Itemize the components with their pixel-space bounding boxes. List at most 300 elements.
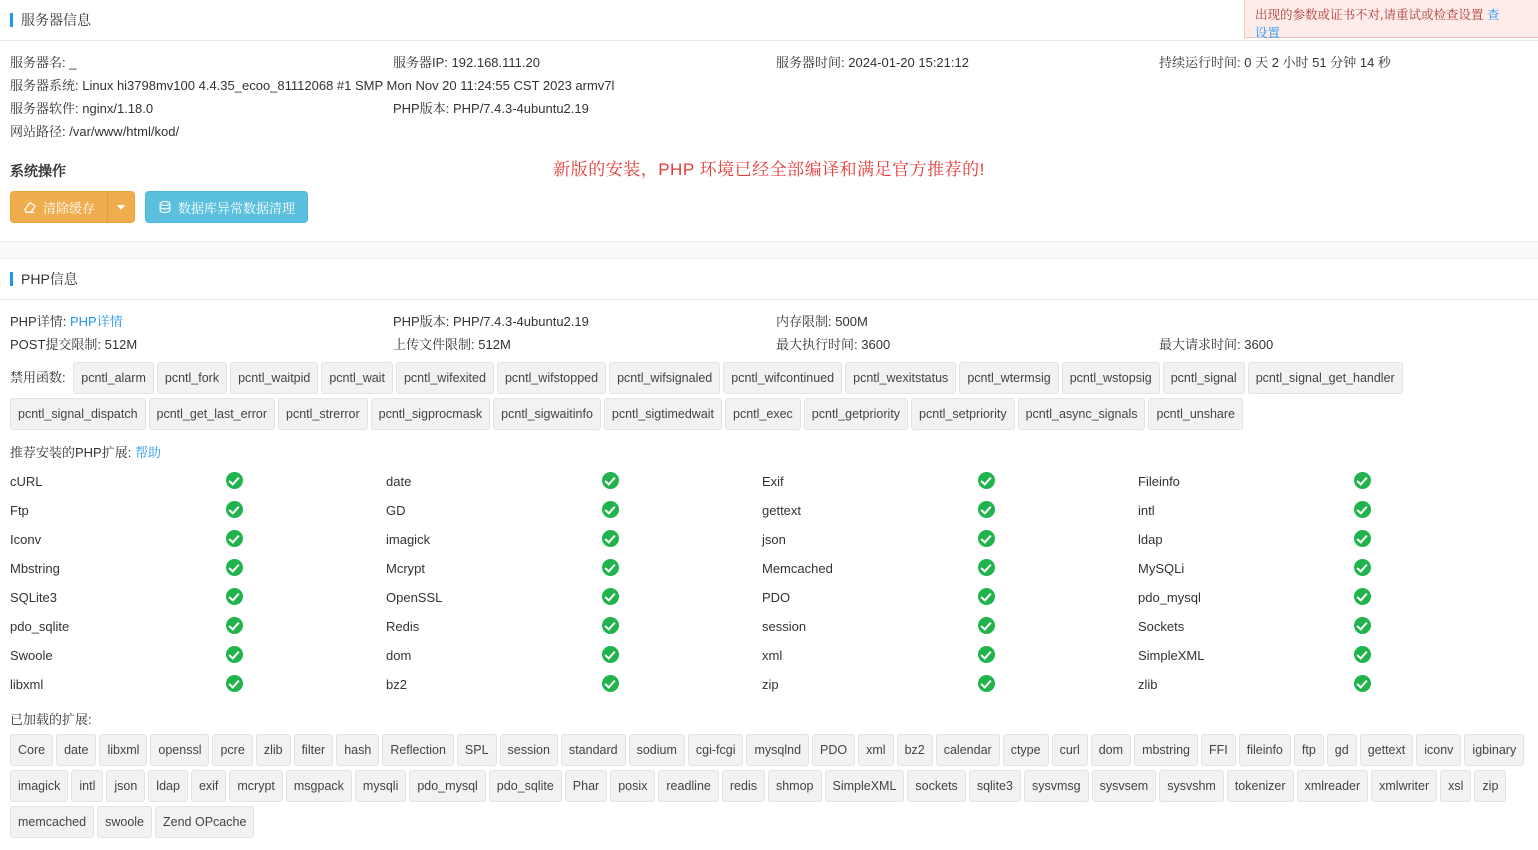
php-detail-link[interactable]: PHP详情 (69, 314, 123, 329)
extension-status (602, 472, 762, 492)
loaded-extension-tag: json (106, 770, 145, 802)
site-path-value: /var/www/html/kod/ (69, 124, 180, 139)
loaded-extension-tag: ldap (148, 770, 188, 802)
extension-item (386, 559, 762, 579)
extension-status (226, 617, 386, 637)
disabled-function-tag: pcntl_get_last_error (149, 398, 275, 430)
upload-limit-label: 上传文件限制: (393, 337, 475, 352)
disabled-function-tag: pcntl_sigtimedwait (604, 398, 722, 430)
extension-status (1354, 646, 1514, 666)
extension-item (386, 588, 762, 608)
extension-name: Memcached (762, 561, 833, 576)
loaded-extension-tag: gettext (1360, 734, 1414, 766)
loaded-extensions-label: 已加载的扩展: (10, 712, 92, 727)
extension-item (386, 472, 762, 492)
extension-status (226, 501, 386, 521)
loaded-extension-tag: sysvsem (1092, 770, 1157, 802)
system-ops-buttons (10, 191, 1528, 223)
extension-status (978, 472, 1138, 492)
disabled-function-tag: pcntl_exec (725, 398, 801, 430)
extension-item (1138, 559, 1514, 579)
extension-item (762, 501, 1138, 521)
eraser-icon (23, 200, 37, 214)
loaded-extension-tag: imagick (10, 770, 68, 802)
install-notice: 新版的安装，PHP 环境已经全部编译和满足官方推荐的! (553, 160, 985, 179)
extension-status (1354, 588, 1514, 608)
extension-status (226, 646, 386, 666)
server-os-cell (10, 74, 614, 97)
disabled-function-tag: pcntl_wait (321, 362, 393, 394)
php-detail-cell (10, 310, 393, 333)
check-circle-icon (1354, 646, 1371, 663)
check-circle-icon (978, 559, 995, 576)
check-circle-icon (602, 588, 619, 605)
php-row0-spacer (1159, 310, 1528, 333)
extension-status (978, 646, 1138, 666)
extension-item (762, 646, 1138, 666)
loaded-extension-tag: msgpack (286, 770, 352, 802)
disabled-function-tag: pcntl_wifstopped (497, 362, 606, 394)
loaded-extension-tag: xml (858, 734, 893, 766)
extension-item (386, 675, 762, 695)
extension-status (602, 675, 762, 695)
section-accent-bar (10, 13, 13, 27)
extension-row (10, 583, 1528, 612)
server-info-title: 服务器信息 (21, 12, 91, 28)
check-circle-icon (226, 501, 243, 518)
extension-item (10, 617, 386, 637)
extension-status (226, 472, 386, 492)
loaded-extension-tag: dom (1091, 734, 1131, 766)
loaded-extension-tag: mcrypt (229, 770, 283, 802)
post-limit-cell (10, 333, 393, 356)
extension-name: pdo_mysql (1138, 590, 1201, 605)
extension-row (10, 496, 1528, 525)
extension-status (1354, 472, 1514, 492)
max-exec-time-value: 3600 (861, 337, 891, 352)
loaded-extension-tag: sysvshm (1159, 770, 1224, 802)
site-path-cell (10, 120, 179, 143)
loaded-extension-tag: readline (658, 770, 718, 802)
disabled-function-tag: pcntl_fork (157, 362, 227, 394)
check-circle-icon (602, 617, 619, 634)
extension-status (602, 559, 762, 579)
server-info-block (0, 41, 1538, 147)
extension-status (226, 588, 386, 608)
php-detail-row (10, 310, 1528, 333)
loaded-extension-tag: gd (1327, 734, 1357, 766)
php-info-block (0, 300, 1538, 356)
site-path-label: 网站路径: (10, 124, 66, 139)
extension-item (10, 472, 386, 492)
extension-name: zlib (1138, 677, 1158, 692)
php-version-detail-value: PHP/7.4.3-4ubuntu2.19 (452, 314, 589, 329)
disabled-function-tag: pcntl_signal_get_handler (1248, 362, 1403, 394)
loaded-extension-tag: curl (1052, 734, 1088, 766)
loaded-extension-tag: session (500, 734, 558, 766)
check-circle-icon (226, 559, 243, 576)
check-circle-icon (602, 559, 619, 576)
extension-status (978, 675, 1138, 695)
loaded-extension-tag: Reflection (382, 734, 454, 766)
check-circle-icon (602, 501, 619, 518)
check-circle-icon (226, 472, 243, 489)
server-name-cell (10, 51, 393, 74)
extension-item (762, 530, 1138, 550)
loaded-extension-tag: intl (71, 770, 103, 802)
extension-item (1138, 617, 1514, 637)
extension-status (978, 588, 1138, 608)
extension-name: Fileinfo (1138, 474, 1180, 489)
disabled-function-tag: pcntl_wifcontinued (723, 362, 842, 394)
caret-down-icon (117, 205, 125, 210)
extension-item (1138, 501, 1514, 521)
disabled-function-tag: pcntl_unshare (1148, 398, 1243, 430)
extension-status (1354, 617, 1514, 637)
php-detail-label: PHP详情: (10, 314, 67, 329)
loaded-extension-tag: tokenizer (1227, 770, 1294, 802)
server-name-value: _ (69, 55, 77, 70)
toast-settings-row (1255, 24, 1528, 42)
extension-name: Mbstring (10, 561, 60, 576)
loaded-extension-tag: mbstring (1134, 734, 1198, 766)
loaded-extension-tag: cgi-fcgi (688, 734, 744, 766)
extension-name: Swoole (10, 648, 53, 663)
toast-text (1255, 6, 1528, 24)
toast-link-top[interactable]: 查 (1486, 8, 1500, 22)
toast-message: 出现的参数或证书不对,请重试或检查设置 (1255, 8, 1484, 22)
extension-name: Mcrypt (386, 561, 425, 576)
max-exec-time-label: 最大执行时间: (776, 337, 858, 352)
recommended-extensions-grid (0, 463, 1538, 699)
check-circle-icon (978, 617, 995, 634)
loaded-extension-tag: xmlwriter (1371, 770, 1437, 802)
extension-name: json (762, 532, 786, 547)
max-request-time-cell (1159, 333, 1528, 356)
extension-name: Ftp (10, 503, 29, 518)
clear-cache-dropdown-button[interactable] (107, 191, 135, 223)
disabled-function-tag: pcntl_wifexited (396, 362, 494, 394)
check-circle-icon (602, 646, 619, 663)
check-circle-icon (602, 472, 619, 489)
extension-status (978, 501, 1138, 521)
check-circle-icon (602, 530, 619, 547)
loaded-extension-tag: ctype (1003, 734, 1049, 766)
server-ip-value: 192.168.111.20 (451, 55, 540, 70)
extension-item (386, 501, 762, 521)
loaded-extension-tag: zip (1474, 770, 1506, 802)
memory-limit-label: 内存限制: (776, 314, 832, 329)
extension-status (602, 646, 762, 666)
disabled-function-tag: pcntl_wstopsig (1062, 362, 1160, 394)
php-version-cell (393, 97, 776, 120)
check-circle-icon (978, 472, 995, 489)
check-circle-icon (978, 501, 995, 518)
loaded-extension-tag: pcre (212, 734, 252, 766)
disabled-function-tag: pcntl_sigprocmask (371, 398, 491, 430)
loaded-extension-tag: date (56, 734, 96, 766)
check-circle-icon (1354, 501, 1371, 518)
server-time-label: 服务器时间: (776, 55, 845, 70)
extension-item (10, 501, 386, 521)
recommended-extensions-label: 推荐安装的PHP扩展: (10, 445, 132, 460)
server-time-value: 2024-01-20 15:21:12 (848, 55, 969, 70)
loaded-extension-tag: filter (294, 734, 334, 766)
extension-name: libxml (10, 677, 44, 692)
disabled-function-tag: pcntl_async_signals (1018, 398, 1146, 430)
max-exec-time-cell (776, 333, 1159, 356)
extension-name: cURL (10, 474, 43, 489)
php-version-value: PHP/7.4.3-4ubuntu2.19 (452, 101, 589, 116)
extension-row (10, 612, 1528, 641)
clear-cache-button[interactable] (10, 191, 107, 223)
check-circle-icon (226, 588, 243, 605)
extension-item (1138, 675, 1514, 695)
extension-row (10, 641, 1528, 670)
loaded-extension-tag: igbinary (1464, 734, 1524, 766)
loaded-extension-tag: exif (191, 770, 226, 802)
loaded-extension-tag: swoole (97, 806, 152, 838)
loaded-extension-tag: mysqlnd (746, 734, 809, 766)
memory-limit-cell (776, 310, 1159, 333)
extension-item (10, 559, 386, 579)
server-os-value: Linux hi3798mv100 4.4.35_ecoo_81112068 #1 SMP Mon Nov 20 11:24:55 CST 2023 armv7l (82, 78, 615, 93)
extension-item (762, 588, 1138, 608)
server-os-row (10, 74, 1528, 97)
uptime-cell (1159, 51, 1528, 74)
disabled-function-tag: pcntl_wifsignaled (609, 362, 720, 394)
server-software-cell (10, 97, 393, 120)
extension-item (386, 646, 762, 666)
extension-item (762, 472, 1138, 492)
max-request-time-label: 最大请求时间: (1159, 337, 1241, 352)
loaded-extension-tag: iconv (1416, 734, 1461, 766)
help-link[interactable]: 帮助 (134, 445, 161, 460)
loaded-extension-tag: sodium (629, 734, 685, 766)
section-divider (0, 241, 1538, 259)
disabled-function-tag: pcntl_setpriority (911, 398, 1015, 430)
system-ops-section (0, 147, 1538, 223)
upload-limit-cell (393, 333, 776, 356)
extension-name: gettext (762, 503, 802, 518)
check-circle-icon (1354, 472, 1371, 489)
extension-name: dom (386, 648, 412, 663)
disabled-functions-line (0, 356, 1538, 436)
disabled-function-tag: pcntl_wtermsig (959, 362, 1058, 394)
loaded-extension-tag: ftp (1294, 734, 1324, 766)
check-circle-icon (226, 530, 243, 547)
disabled-function-tag: pcntl_sigwaitinfo (493, 398, 601, 430)
extension-name: xml (762, 648, 783, 663)
disabled-function-tag: pcntl_alarm (73, 362, 154, 394)
loaded-extension-tag: Core (10, 734, 53, 766)
check-circle-icon (978, 646, 995, 663)
server-software-row (10, 97, 1528, 120)
loaded-extension-tag: sockets (907, 770, 965, 802)
extension-row (10, 525, 1528, 554)
extension-item (1138, 530, 1514, 550)
disabled-functions-list (10, 370, 1406, 421)
extension-status (602, 501, 762, 521)
extension-item (386, 617, 762, 637)
disabled-function-tag: pcntl_signal_dispatch (10, 398, 146, 430)
check-circle-icon (1354, 530, 1371, 547)
database-icon (158, 200, 172, 214)
extension-name: Iconv (10, 532, 42, 547)
max-request-time-value: 3600 (1244, 337, 1274, 352)
extension-status (978, 559, 1138, 579)
disabled-function-tag: pcntl_waitpid (230, 362, 318, 394)
check-circle-icon (226, 617, 243, 634)
extension-status (602, 530, 762, 550)
loaded-extension-tag: memcached (10, 806, 94, 838)
check-circle-icon (978, 675, 995, 692)
extension-name: date (386, 474, 412, 489)
loaded-extension-tag: xsl (1440, 770, 1471, 802)
loaded-extension-tag: sqlite3 (969, 770, 1021, 802)
extension-status (602, 588, 762, 608)
extension-status (978, 617, 1138, 637)
extension-name: pdo_sqlite (10, 619, 70, 634)
uptime-value: 0 天 2 小时 51 分钟 14 秒 (1244, 55, 1391, 70)
loaded-extension-tag: shmop (768, 770, 822, 802)
extension-row (10, 554, 1528, 583)
extension-name: ldap (1138, 532, 1163, 547)
extension-item (762, 617, 1138, 637)
server-software-value: nginx/1.18.0 (82, 101, 154, 116)
extension-item (1138, 646, 1514, 666)
extension-row (10, 467, 1528, 496)
toast-settings-link[interactable]: 设置 (1255, 26, 1281, 40)
server-info-row (10, 51, 1528, 74)
extension-item (10, 588, 386, 608)
extension-name: MySQLi (1138, 561, 1185, 576)
server-name-label: 服务器名: (10, 55, 66, 70)
loaded-extension-tag: Zend OPcache (155, 806, 254, 838)
loaded-extension-tag: SimpleXML (825, 770, 905, 802)
error-toast (1244, 0, 1538, 38)
disabled-functions-label: 禁用函数: (10, 370, 66, 385)
loaded-extension-tag: fileinfo (1239, 734, 1291, 766)
extension-name: bz2 (386, 677, 407, 692)
loaded-extensions-list (0, 728, 1538, 850)
server-os-label: 服务器系统: (10, 78, 79, 93)
loaded-extension-tag: SPL (457, 734, 497, 766)
php-version-detail-label: PHP版本: (393, 314, 450, 329)
extension-name: imagick (386, 532, 431, 547)
extension-name: Sockets (1138, 619, 1185, 634)
extension-status (1354, 559, 1514, 579)
check-circle-icon (226, 646, 243, 663)
loaded-extension-tag: hash (336, 734, 379, 766)
loaded-extension-tag: Phar (565, 770, 607, 802)
disabled-function-tag: pcntl_signal (1163, 362, 1245, 394)
loaded-extension-tag: PDO (812, 734, 855, 766)
loaded-extension-tag: bz2 (897, 734, 933, 766)
extension-item (762, 675, 1138, 695)
check-circle-icon (1354, 559, 1371, 576)
post-limit-label: POST提交限制: (10, 337, 102, 352)
check-circle-icon (226, 675, 243, 692)
extension-status (226, 675, 386, 695)
uptime-label: 持续运行时间: (1159, 55, 1241, 70)
loaded-extension-tag: posix (610, 770, 655, 802)
extension-name: OpenSSL (386, 590, 443, 605)
extension-status (602, 617, 762, 637)
check-circle-icon (602, 675, 619, 692)
loaded-extension-tag: calendar (936, 734, 1000, 766)
php-limits-row (10, 333, 1528, 356)
site-path-row (10, 120, 1528, 143)
server-time-cell (776, 51, 1159, 74)
loaded-extension-tag: libxml (99, 734, 147, 766)
check-circle-icon (978, 530, 995, 547)
extension-name: GD (386, 503, 406, 518)
extension-name: Redis (386, 619, 420, 634)
extension-status (1354, 530, 1514, 550)
check-circle-icon (1354, 617, 1371, 634)
loaded-extension-tag: xmlreader (1297, 770, 1369, 802)
extension-name: SQLite3 (10, 590, 57, 605)
extension-item (10, 646, 386, 666)
extension-status (226, 530, 386, 550)
loaded-extension-tag: standard (561, 734, 626, 766)
db-clean-label: 数据库异常数据清理 (178, 200, 296, 216)
php-section-accent-bar (10, 272, 13, 286)
server-software-label: 服务器软件: (10, 101, 79, 116)
recommended-extensions-head (0, 436, 1538, 463)
loaded-extension-tag: redis (722, 770, 765, 802)
loaded-extension-tag: sysvmsg (1024, 770, 1089, 802)
extension-status (1354, 501, 1514, 521)
loaded-extension-tag: FFI (1201, 734, 1236, 766)
extension-item (10, 675, 386, 695)
extension-item (1138, 472, 1514, 492)
check-circle-icon (978, 588, 995, 605)
disabled-function-tag: pcntl_getpriority (804, 398, 908, 430)
php-info-header (0, 259, 1538, 300)
upload-limit-value: 512M (478, 337, 511, 352)
extension-status (978, 530, 1138, 550)
disabled-function-tag: pcntl_strerror (278, 398, 368, 430)
extension-item (1138, 588, 1514, 608)
loaded-extension-tag: openssl (150, 734, 209, 766)
extension-item (386, 530, 762, 550)
check-circle-icon (1354, 675, 1371, 692)
loaded-extension-tag: pdo_sqlite (489, 770, 562, 802)
extension-row (10, 670, 1528, 699)
extension-name: SimpleXML (1138, 648, 1205, 663)
check-circle-icon (1354, 588, 1371, 605)
extension-item (10, 530, 386, 550)
php-version-label: PHP版本: (393, 101, 450, 116)
loaded-extension-tag: mysqli (355, 770, 406, 802)
extension-status (1354, 675, 1514, 695)
php-info-title: PHP信息 (21, 271, 78, 287)
disabled-function-tag: pcntl_wexitstatus (845, 362, 956, 394)
extension-name: intl (1138, 503, 1155, 518)
db-clean-button[interactable] (145, 191, 308, 223)
memory-limit-value: 500M (835, 314, 868, 329)
server-ip-cell (393, 51, 776, 74)
extension-status (226, 559, 386, 579)
extension-name: Exif (762, 474, 784, 489)
system-ops-title: 系统操作 (10, 163, 66, 179)
extension-name: zip (762, 677, 779, 692)
loaded-extension-tag: zlib (256, 734, 291, 766)
clear-cache-label: 清除缓存 (43, 200, 96, 216)
extension-item (762, 559, 1138, 579)
